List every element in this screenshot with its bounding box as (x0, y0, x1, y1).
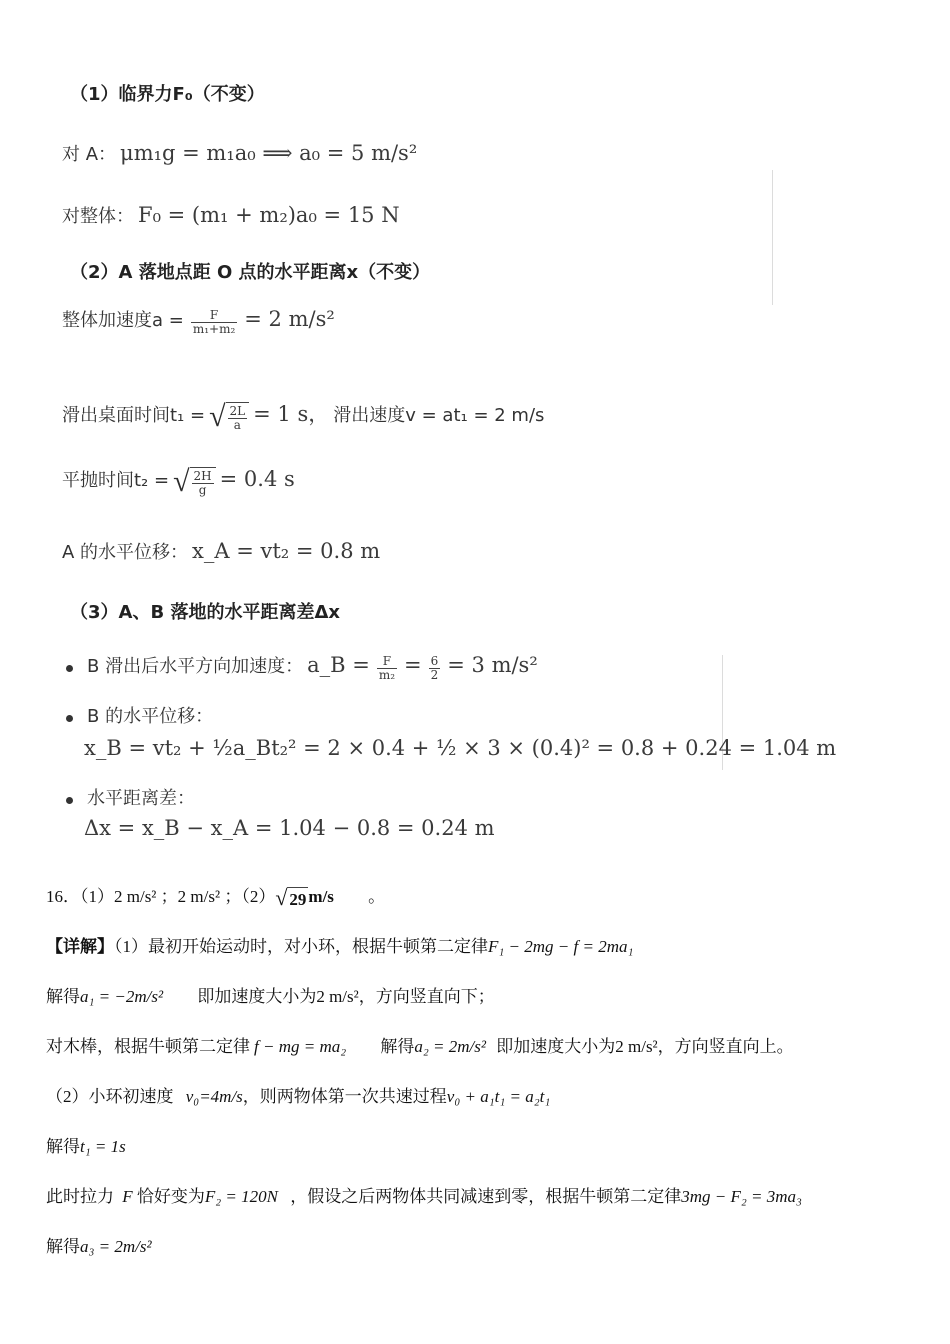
q16-detail-eq: F₁ − 2mg − f = 2ma₁ (488, 937, 634, 956)
q16-line-4-label: （2）小环初速度 (46, 1087, 174, 1106)
part2-accel (62, 306, 335, 336)
q16-line-7-label: 解得 (46, 1237, 80, 1256)
q16-line-3 (46, 1032, 794, 1057)
part2-speed-text: 滑出速度v = at₁ = 2 m/s (333, 405, 545, 426)
q16-detail-tag: 【详解】 (46, 937, 114, 956)
q16-line-7 (46, 1232, 152, 1257)
part2-disp (62, 538, 380, 564)
bullet-dot (66, 665, 73, 672)
part1-line-a-math: μm₁g = m₁a₀ ⟹ a₀ = 5 m/s² (120, 141, 418, 165)
part3-b2-math: x_B = vt₂ + ½a_Bt₂² = 2 × 0.4 + ½ × 3 × (0.4)² = 0.8 + 0.24 = 1.04 m (84, 736, 837, 760)
part3-heading: （3）A、B 落地的水平距离差Δx (70, 602, 340, 623)
q16-line-3-text: 即加速度大小为2 m/s²，方向竖直向上。 (496, 1037, 794, 1056)
q16-line-4 (46, 1082, 550, 1107)
part2-slide (62, 398, 544, 432)
part2-accel-result: = 2 m/s² (244, 307, 335, 331)
divider-line (772, 170, 773, 305)
part3-b1-math-a: a_B = (307, 653, 370, 677)
q16-line-2 (46, 982, 495, 1007)
part2-accel-fraction (191, 309, 237, 336)
bullet-dot (66, 715, 73, 722)
q16-line-3-eq2: a₂ = 2m/s² (414, 1037, 486, 1056)
q16-line-6-text2: ，假设之后两物体共同减速到零，根据牛顿第二定律 (290, 1187, 682, 1206)
sqrt-symbol: √ $\frac{2L}{a}$ (209, 402, 249, 432)
part2-throw (62, 466, 295, 497)
sqrt-symbol: √ 29 (275, 885, 307, 911)
part3-bullet-1: B 滑出后水平方向加速度： a_B = $\frac{F}{\text{m₂}}$ = $\frac{6}{2}$ = 3 m/s² (66, 652, 538, 682)
fraction-numerator: F (191, 309, 237, 323)
q16-line-4-eq: v₀ + a₁t₁ = a₂t₁ (446, 1087, 551, 1106)
q16-line-5 (46, 1132, 126, 1157)
fraction-numerator: F (377, 655, 397, 669)
fraction-numerator: 6 (430, 653, 439, 668)
q16-line-2-text: 即加速度大小为2 m/s²，方向竖直向下； (197, 987, 495, 1006)
part2-throw-result: = 0.4 s (219, 467, 295, 491)
q16-line-6-F: F (122, 1187, 133, 1206)
part2-slide-label: 滑出桌面时间t₁ = (62, 405, 206, 426)
q16-answer-text: 16．（1）2 m/s² ；2 m/s² ；（2） (46, 887, 276, 906)
q16-line-6-label: 此时拉力 (46, 1187, 114, 1206)
q16-answer-line (46, 882, 385, 910)
part1-heading: （1）临界力F₀（不变） (70, 84, 265, 105)
part3-b1-label: B 滑出后水平方向加速度： (87, 656, 304, 677)
q16-line-3-eq: f − mg = ma₂ (254, 1037, 347, 1056)
q16-detail-line (46, 932, 633, 957)
bullet-dot (66, 797, 73, 804)
part2-disp-math: x_A = vt₂ = 0.8 m (192, 539, 381, 563)
part3-b3-math: Δx = x_B − x_A = 1.04 − 0.8 = 0.24 m (84, 816, 495, 840)
part2-throw-label: 平抛时间t₂ = (62, 470, 170, 491)
fraction-denominator: m₁+m₂ (192, 321, 236, 336)
fraction-numerator: 2L (229, 404, 246, 419)
q16-answer-end: 。 (368, 887, 386, 906)
part3-b1-fraction-2 (429, 655, 441, 682)
part2-disp-label: A 的水平位移： (62, 542, 189, 563)
part1-line-a (62, 140, 417, 166)
q16-line-2-label: 解得 (46, 987, 80, 1006)
q16-line-5-eq: t₁ = 1s (80, 1137, 126, 1156)
part1-line-b-label: 对整体： (62, 206, 134, 227)
q16-line-3-solve: 解得 (380, 1037, 415, 1056)
part2-heading: （2）A 落地点距 O 点的水平距离x（不变） (70, 262, 431, 283)
q16-answer-root: 29 (287, 887, 308, 910)
part1-line-b-math: F₀ = (m₁ + m₂)a₀ = 15 N (138, 203, 400, 227)
part3-b1-fraction-1 (377, 655, 397, 682)
q16-line-7-eq: a₃ = 2m/s² (80, 1237, 152, 1256)
q16-line-6-eq2: 3mg − F₂ = 3ma₃ (681, 1187, 802, 1206)
part2-slide-result: = 1 s， (253, 402, 330, 426)
part1-line-a-label: 对 A： (62, 144, 117, 165)
fraction-denominator: a (233, 418, 241, 433)
part3-b1-result: = 3 m/s² (447, 653, 538, 677)
q16-line-4-v0: v₀=4m/s (185, 1087, 243, 1106)
part3-bullet-3 (66, 784, 195, 810)
part3-b2-label: B 的水平位移： (87, 706, 214, 727)
fraction-denominator: 2 (430, 667, 439, 682)
fraction-denominator: m₂ (378, 667, 396, 682)
fraction-denominator: g (198, 483, 207, 498)
q16-line-6-text: 恰好变为 (136, 1187, 205, 1206)
part2-accel-label: 整体加速度a = (62, 310, 184, 331)
part3-bullet-2 (66, 702, 213, 728)
q16-line-6 (46, 1182, 802, 1207)
fraction-numerator: 2H (193, 469, 212, 484)
sqrt-symbol: √ $\frac{2H}{g}$ (173, 467, 216, 497)
q16-detail-text: （1）最初开始运动时，对小环，根据牛顿第二定律 (114, 937, 488, 956)
q16-line-4-text: ，则两物体第一次共速过程 (242, 1087, 447, 1106)
q16-line-5-label: 解得 (46, 1137, 80, 1156)
part3-b3-label: 水平距离差： (87, 788, 195, 809)
q16-line-2-eq: a₁ = −2m/s² (80, 987, 164, 1006)
q16-line-3-label: 对木棒，根据牛顿第二定律 (46, 1037, 250, 1056)
q16-answer-unit: m/s (308, 887, 334, 906)
part1-line-b (62, 202, 400, 228)
q16-line-6-eq: F₂ = 120N (204, 1187, 278, 1206)
